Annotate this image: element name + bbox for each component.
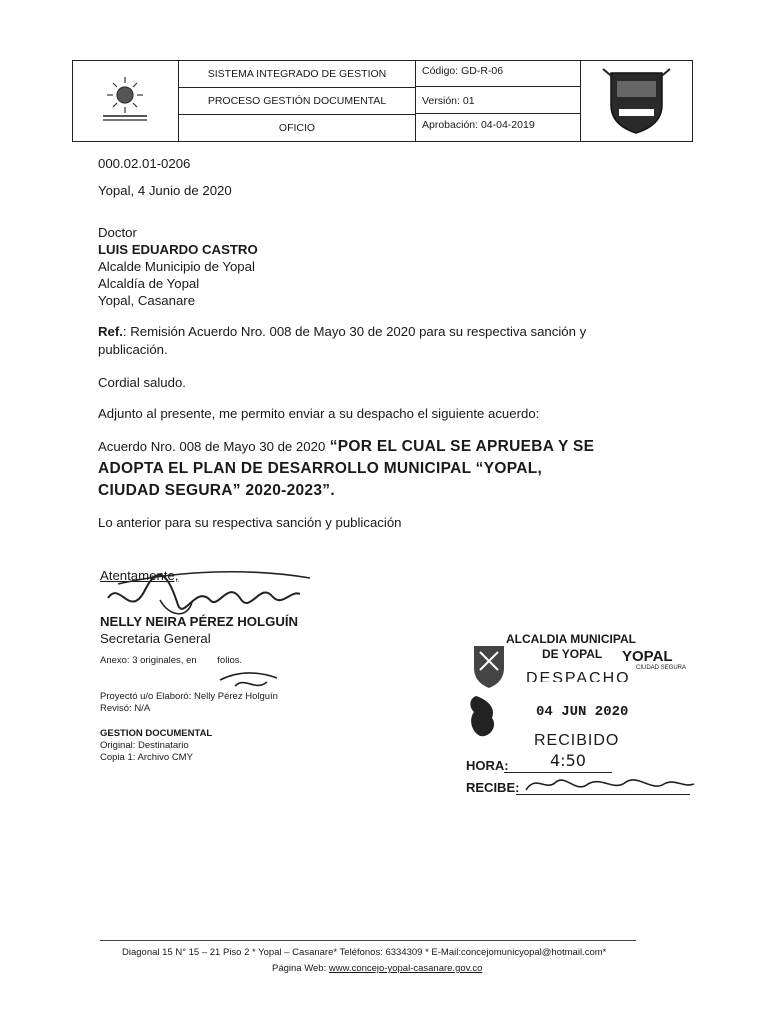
stamp-brand-sub: CIUDAD SEGURA <box>636 665 687 671</box>
footer-address: Diagonal 15 N° 15 – 21 Piso 2 * Yopal – Casanare* Teléfonos: 6334309 * E-Mail:concejomunicyopal@hotmail.com* <box>122 947 607 958</box>
greeting: Cordial saludo. <box>98 375 186 390</box>
document-management-title: GESTION DOCUMENTAL <box>100 728 213 739</box>
closing-line: Lo anterior para su respectiva sanción y publicación <box>98 515 402 530</box>
doc-version: Versión: 01 <box>416 88 580 114</box>
annex-folios: folios. <box>217 655 243 666</box>
agreement-prefix: Acuerdo Nro. 008 de Mayo 30 de 2020 <box>98 439 326 454</box>
receiver-signature-icon <box>522 772 697 798</box>
council-logo-cell <box>73 61 179 141</box>
initials-scribble-icon <box>215 666 285 696</box>
agreement-block <box>98 436 668 502</box>
header-meta-cell <box>416 61 581 141</box>
footer-rule <box>100 940 636 941</box>
process-title: PROCESO GESTIÓN DOCUMENTAL <box>179 88 415 115</box>
yopal-shield-icon <box>581 61 692 141</box>
reviewed-by: Revisó: N/A <box>100 703 151 714</box>
recipient-name: LUIS EDUARDO CASTRO <box>98 242 258 257</box>
copy-archive: Copia 1: Archivo CMY <box>100 752 193 763</box>
stamp-brand: YOPAL <box>622 648 673 665</box>
reference-text: : Remisión Acuerdo Nro. 008 de Mayo 30 de 2020 para su respectiva sanción y <box>122 324 587 339</box>
signer-name: NELLY NEIRA PÉREZ HOLGUÍN <box>100 614 299 629</box>
stamp-department: DESPACHO <box>526 670 631 682</box>
valediction: Atentamente, <box>100 568 179 583</box>
municipal-shield-cell <box>581 61 692 141</box>
reference-text-continued: publicación. <box>98 342 168 357</box>
received-stamp <box>462 630 702 800</box>
ink-blot-icon <box>466 692 502 744</box>
recipient-org: Alcaldía de Yopal <box>98 276 200 291</box>
footer-web-link[interactable]: www.concejo-yopal-casanare.gov.co <box>328 963 483 974</box>
stamp-hour-value: 4:50 <box>550 751 586 770</box>
stamp-received: RECIBIDO <box>534 732 620 747</box>
recipient-city: Yopal, Casanare <box>98 293 196 308</box>
doc-type-title: OFICIO <box>278 122 316 134</box>
stamp-hour-label: HORA: <box>466 758 509 773</box>
recipient-role: Alcalde Municipio de Yopal <box>98 259 255 274</box>
system-title: SISTEMA INTEGRADO DE GESTION <box>179 61 415 88</box>
stamp-date: 04 JUN 2020 <box>536 704 629 720</box>
header-titles-cell <box>179 61 416 141</box>
recipient-title: Doctor <box>98 225 137 240</box>
prepared-by: Proyectó u/o Elaboró: Nelly Pérez Holguín <box>100 691 278 702</box>
original-recipient: Original: Destinatario <box>100 740 189 751</box>
footer-web <box>272 963 482 974</box>
agreement-title-line1: “POR EL CUAL SE APRUEBA Y SE <box>329 438 595 455</box>
signer-role: Secretaria General <box>100 631 211 646</box>
document-header-table <box>72 60 693 142</box>
reference-line <box>98 323 658 340</box>
annex-text: Anexo: 3 originales, en <box>100 655 197 666</box>
reference-label: Ref. <box>98 324 123 339</box>
place-date: Yopal, 4 Junio de 2020 <box>98 183 232 198</box>
stamp-org-line2: DE YOPAL <box>542 647 603 661</box>
doc-code: Código: GD-R-06 <box>416 61 580 87</box>
stamp-receiver-label: RECIBE: <box>466 780 520 795</box>
reference-number: 000.02.01-0206 <box>98 156 191 171</box>
doc-approval: Aprobación: 04-04-2019 <box>422 119 535 131</box>
footer-web-label: Página Web: <box>272 963 327 974</box>
agreement-title-line3: CIUDAD SEGURA” 2020-2023”. <box>98 482 335 499</box>
stamp-org-line1: ALCALDIA MUNICIPAL <box>506 632 636 646</box>
agreement-title-line2: ADOPTA EL PLAN DE DESARROLLO MUNICIPAL “YOPAL, <box>98 460 543 477</box>
council-logo-icon <box>73 61 178 141</box>
intro-paragraph: Adjunto al presente, me permito enviar a su despacho el siguiente acuerdo: <box>98 406 540 421</box>
